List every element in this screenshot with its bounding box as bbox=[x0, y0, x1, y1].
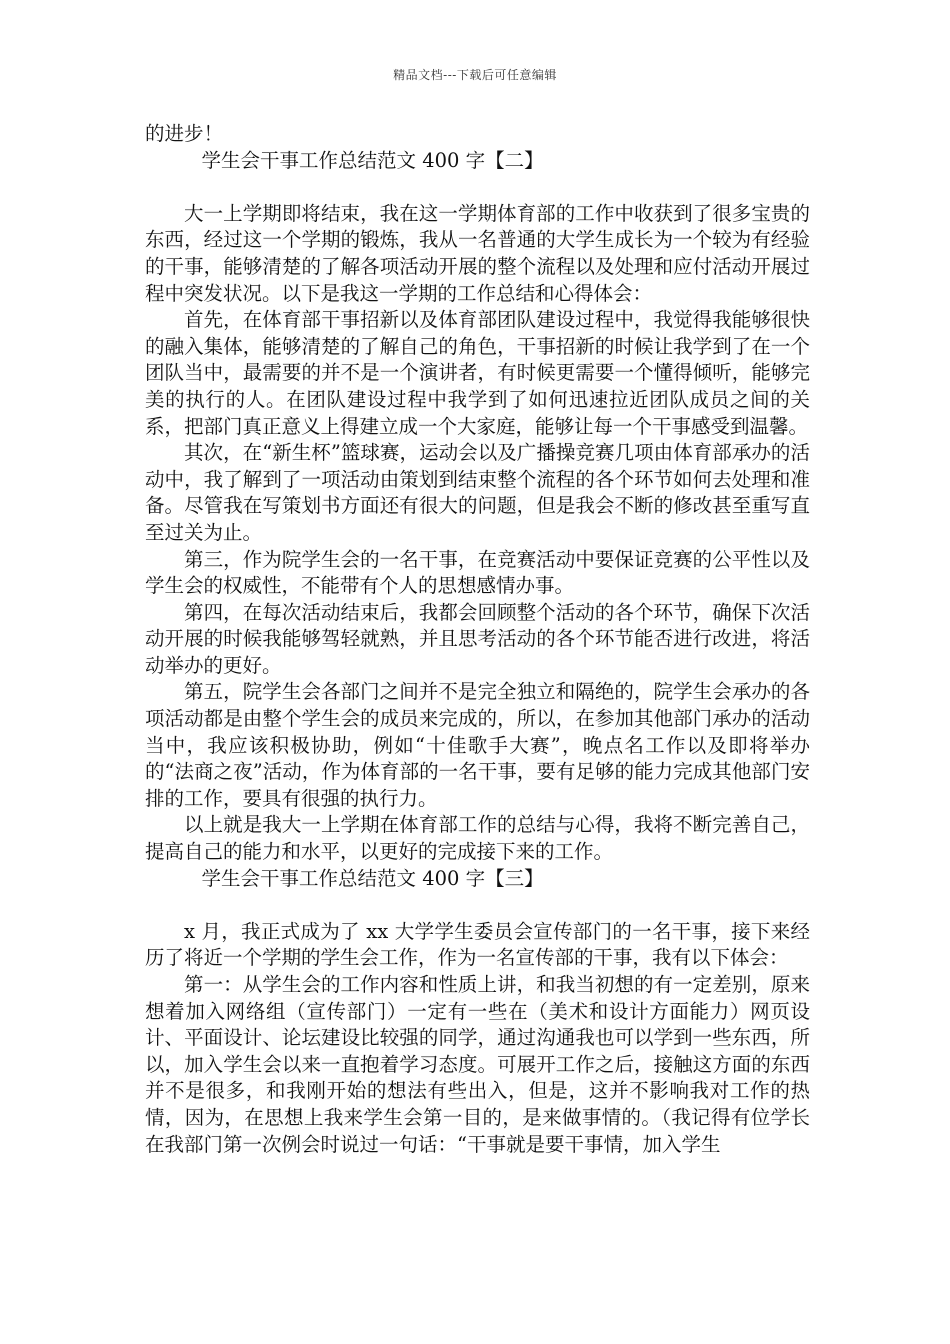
paragraph: 首先，在体育部干事招新以及体育部团队建设过程中，我觉得我能够很快的融入集体，能够清楚的了解自己的角色，干事招新的时候让我学到了在一个团队当中，最需要的并不是一个演讲者，有时候更需要一个懂得倾听，能够完美的执行的人。在团队建设过程中我学到了如何迅速拉近团队成员之间的关系，把部门真正意义上得建立成一个大家庭，能够让每一个干事感受到温馨。 bbox=[145, 308, 810, 438]
blank-line bbox=[145, 174, 810, 201]
paragraph: 第四，在每次活动结束后，我都会回顾整个活动的各个环节，确保下次活动开展的时候我能够驾轻就熟，并且思考活动的各个环节能否进行改进，将活动举办的更好。 bbox=[145, 600, 810, 677]
paragraph: 第三，作为院学生会的一名干事，在竞赛活动中要保证竞赛的公平性以及学生会的权威性，不能带有个人的思想感情办事。 bbox=[145, 547, 810, 598]
paragraph: 第一：从学生会的工作内容和性质上讲，和我当初想的有一定差别，原来想着加入网络组（宣传部门）一定有一些在（美术和设计方面能力）网页设计、平面设计、论坛建设比较强的同学，通过沟通我也可以学到一些东西，所以，加入学生会以来一直抱着学习态度。可展开工作之后，接触这方面的东西并不是很多，和我刚开始的想法有些出入，但是，这并不影响我对工作的热情，因为，在思想上我来学生会第一目的，是来做事情的。（我记得有位学长在我部门第一次例会时说过一句话：“干事就是要干事情，加入学生 bbox=[145, 973, 810, 1156]
paragraph: 第五，院学生会各部门之间并不是完全独立和隔绝的，院学生会承办的各项活动都是由整个学生会的成员来完成的，所以，在参加其他部门承办的活动当中，我应该积极协助，例如“十佳歌手大赛”，晚点名工作以及即将举办的“法商之夜”活动，作为体育部的一名干事，要有足够的能力完成其他部门安排的工作，要具有很强的执行力。 bbox=[145, 680, 810, 810]
paragraph: 其次，在“新生杯”篮球赛，运动会以及广播操竞赛几项由体育部承办的活动中，我了解到了一项活动由策划到结束整个流程的各个环节如何去处理和准备。尽管我在写策划书方面还有很大的问题，但是我会不断的修改甚至重写直至过关为止。 bbox=[145, 441, 810, 544]
section-title-2: 学生会干事工作总结范文 400 字【二】 bbox=[201, 148, 544, 172]
paragraph: x 月，我正式成为了 xx 大学学生委员会宣传部门的一名干事，接下来经历了将近一个学期的学生会工作，作为一名宣传部的干事，我有以下体会： bbox=[145, 919, 810, 970]
continuation-text: 的进步！ bbox=[145, 122, 224, 145]
document-body bbox=[145, 121, 810, 1158]
paragraph: 以上就是我大一上学期在体育部工作的总结与心得，我将不断完善自己，提高自己的能力和水平，以更好的完成接下来的工作。 bbox=[145, 813, 810, 864]
blank-line bbox=[145, 892, 810, 919]
page-header: 精品文档---下载后可任意编辑 bbox=[393, 68, 557, 82]
section-title-3: 学生会干事工作总结范文 400 字【三】 bbox=[201, 866, 544, 890]
paragraph: 大一上学期即将结束，我在这一学期体育部的工作中收获到了很多宝贵的东西，经过这一个学期的锻炼，我从一名普通的大学生成长为一个较为有经验的干事，能够清楚的了解各项活动开展的整个流程以及处理和应付活动开展过程中突发状况。以下是我这一学期的工作总结和心得体会： bbox=[145, 201, 810, 305]
